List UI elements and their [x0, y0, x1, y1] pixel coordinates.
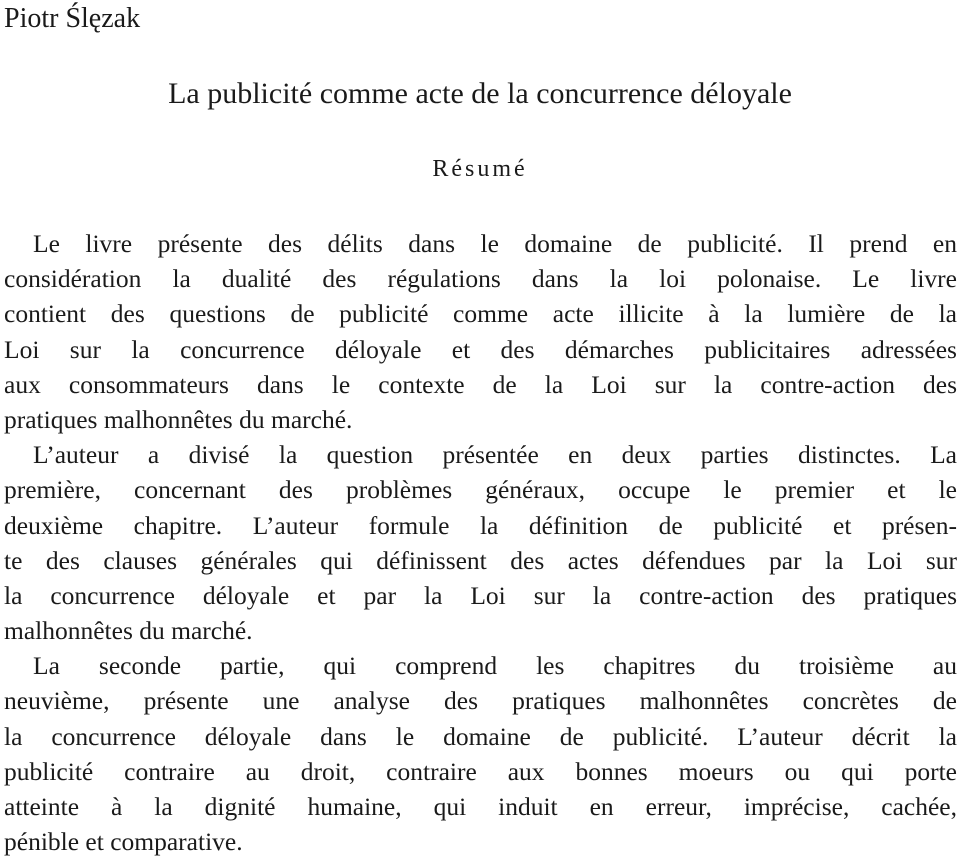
paragraph-line: La seconde partie, qui comprend les chapitres du troisième au	[33, 651, 957, 681]
paragraph-line: Le livre présente des délits dans le domaine de publicité. Il prend en	[33, 229, 957, 258]
paragraph-line: la concurrence déloyale dans le domaine de publicité. L’auteur décrit la	[4, 721, 957, 751]
author-name: Piotr Ślęzak	[4, 3, 141, 34]
paragraph-line: contient des questions de publicité comme acte illicite à la lumière de la	[4, 299, 957, 329]
paragraph-line: deuxième chapitre. L’auteur formule la définition de publicité et présen-	[4, 510, 957, 540]
paragraph-line: atteinte à la dignité humaine, qui induit en erreur, imprécise, cachée,	[4, 792, 957, 821]
paragraph-line: Loi sur la concurrence déloyale et des démarches publicitaires adressées	[4, 334, 957, 364]
paragraph-line: considération la dualité des régulations dans la loi polonaise. Le livre	[4, 264, 957, 294]
paragraph-line: publicité contraire au droit, contraire aux bonnes moeurs ou qui porte	[4, 756, 957, 786]
paragraph-line: pratiques malhonnêtes du marché.	[4, 404, 353, 434]
paragraph-line: malhonnêtes du marché.	[4, 616, 253, 646]
paragraph-line: première, concernant des problèmes généraux, occupe le premier et le	[4, 475, 957, 505]
section-heading: Résumé	[432, 156, 528, 182]
paragraph-line: neuvième, présente une analyse des pratiques malhonnêtes concrètes de	[4, 686, 957, 716]
summary-body	[4, 226, 957, 859]
paragraph-line: pénible et comparative.	[4, 827, 243, 857]
document-title: La publicité comme acte de la concurrence déloyale	[168, 77, 792, 110]
paragraph-line: L’auteur a divisé la question présentée en deux parties distinctes. La	[33, 440, 957, 470]
paragraph-line: aux consommateurs dans le contexte de la Loi sur la contre-action des	[4, 369, 957, 399]
paragraph-line: te des clauses générales qui définissent des actes défendues par la Loi sur	[4, 545, 957, 575]
paragraph-line: la concurrence déloyale et par la Loi sur la contre-action des pratiques	[4, 580, 957, 610]
